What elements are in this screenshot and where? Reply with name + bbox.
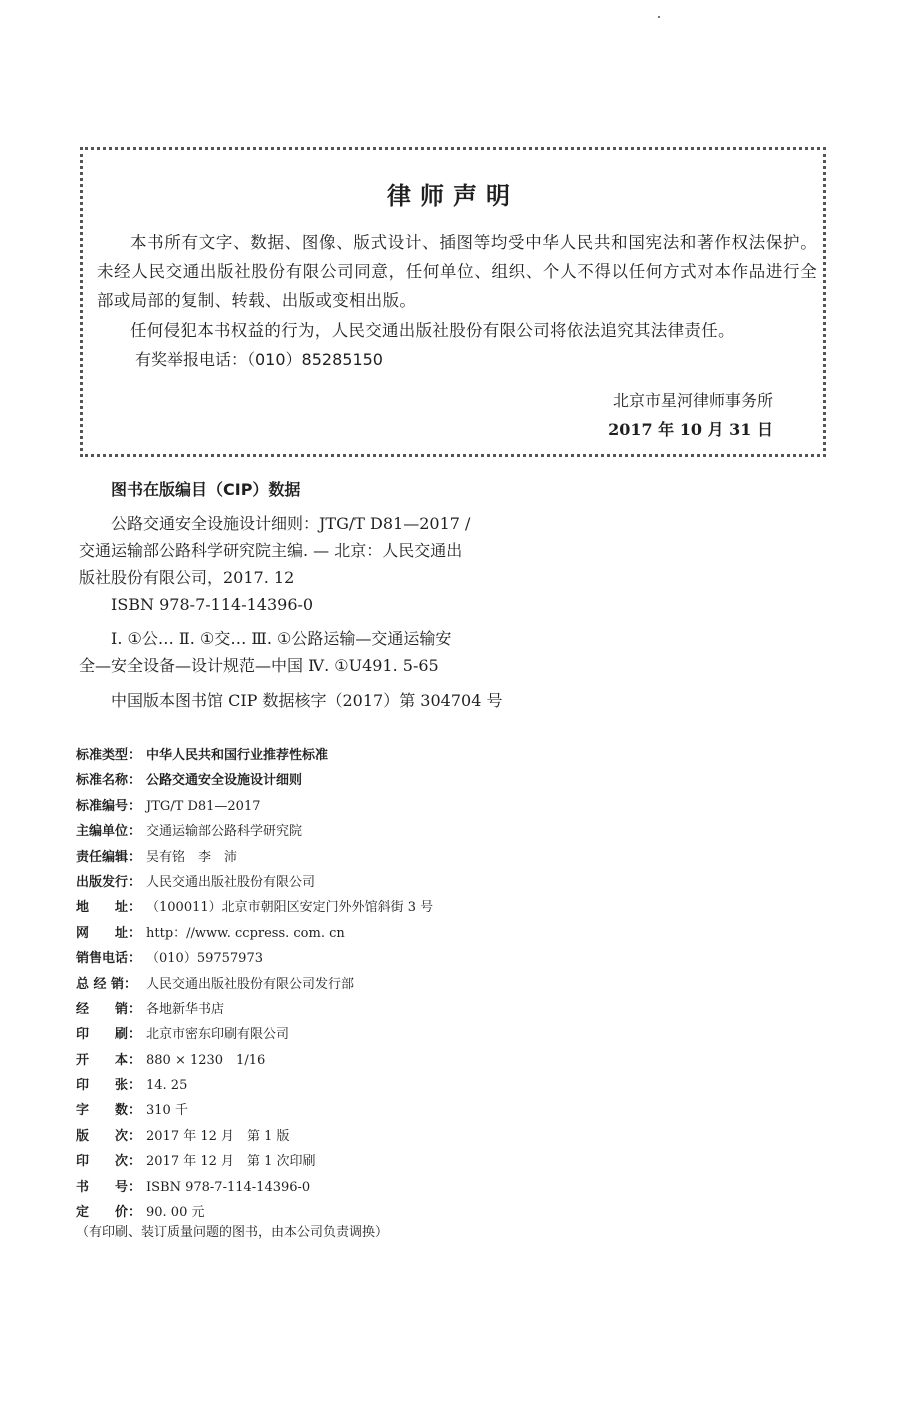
info-row-book-number bbox=[76, 1175, 433, 1200]
info-label: 开 本： bbox=[76, 1052, 142, 1068]
info-label: 定 价： bbox=[76, 1205, 142, 1221]
info-row-general-distributor bbox=[76, 972, 433, 997]
info-value: 人民交通出版社股份有限公司发行部 bbox=[146, 976, 355, 992]
info-row-impression bbox=[76, 1149, 433, 1174]
info-label: 总 经 销： bbox=[76, 976, 138, 992]
info-label: 印 次： bbox=[76, 1154, 142, 1170]
info-value: 交通运输部公路科学研究院 bbox=[146, 824, 303, 840]
info-value: 各地新华书店 bbox=[146, 1001, 225, 1017]
info-row-website bbox=[76, 921, 433, 946]
info-row-responsible-editor bbox=[76, 845, 433, 870]
info-value: 2017 年 12 月 第 1 次印刷 bbox=[146, 1154, 316, 1170]
info-row-chief-editor-unit bbox=[76, 819, 433, 844]
info-row-standard-number bbox=[76, 794, 433, 819]
cip-subject-line: Ⅰ. ①公… Ⅱ. ①交… Ⅲ. ①公路运输—交通运输安 bbox=[111, 629, 452, 648]
info-value: JTG/T D81—2017 bbox=[146, 798, 261, 814]
info-label: 字 数： bbox=[76, 1103, 142, 1119]
info-row-format bbox=[76, 1048, 433, 1073]
info-row-address bbox=[76, 895, 433, 920]
info-row-publisher bbox=[76, 870, 433, 895]
info-row-printed-sheets bbox=[76, 1073, 433, 1098]
info-value: 90. 00 元 bbox=[146, 1205, 205, 1221]
cip-heading: 图书在版编目（CIP）数据 bbox=[111, 480, 301, 499]
info-label: 出版发行： bbox=[76, 874, 142, 890]
info-label: 主编单位： bbox=[76, 824, 142, 840]
info-value: 人民交通出版社股份有限公司 bbox=[146, 874, 316, 890]
info-label: 印 张： bbox=[76, 1078, 142, 1094]
cip-subject-line-2: 全—安全设备—设计规范—中国 Ⅳ. ①U491. 5-65 bbox=[79, 656, 439, 675]
info-value: 公路交通安全设施设计细则 bbox=[146, 773, 303, 789]
info-row-edition bbox=[76, 1124, 433, 1149]
info-value: 880 × 1230 1/16 bbox=[146, 1052, 266, 1068]
info-label: 地 址： bbox=[76, 900, 142, 916]
info-value: （010）59757973 bbox=[146, 951, 263, 967]
law-firm-name: 北京市星河律师事务所 bbox=[612, 391, 773, 410]
info-label: 印 刷： bbox=[76, 1027, 142, 1043]
report-hotline: 有奖举报电话：（010）85285150 bbox=[135, 350, 383, 369]
info-row-distributor bbox=[76, 997, 433, 1022]
lawyer-statement-title: 律师声明 bbox=[387, 182, 519, 210]
info-value: 2017 年 12 月 第 1 版 bbox=[146, 1128, 290, 1144]
info-value: 310 千 bbox=[146, 1103, 188, 1119]
info-value: （100011）北京市朝阳区安定门外外馆斜街 3 号 bbox=[146, 900, 434, 916]
cip-isbn-line: ISBN 978-7-114-14396-0 bbox=[111, 595, 314, 614]
info-value: 北京市密东印刷有限公司 bbox=[146, 1027, 290, 1043]
cip-title-line: 公路交通安全设施设计细则：JTG/T D81—2017 / bbox=[111, 514, 471, 533]
quality-footnote: （有印刷、装订质量问题的图书，由本公司负责调换） bbox=[76, 1225, 389, 1240]
info-label: 版 次： bbox=[76, 1128, 142, 1144]
lawyer-statement-box bbox=[80, 147, 826, 457]
info-value: 中华人民共和国行业推荐性标准 bbox=[146, 748, 329, 763]
cip-publisher-line: 版社股份有限公司，2017. 12 bbox=[79, 568, 295, 587]
cip-editor-line: 交通运输部公路科学研究院主编. — 北京：人民交通出 bbox=[79, 541, 463, 560]
info-label: 网 址： bbox=[76, 925, 142, 941]
info-value: ISBN 978-7-114-14396-0 bbox=[146, 1179, 311, 1195]
info-row-sales-phone bbox=[76, 946, 433, 971]
info-label: 标准编号： bbox=[76, 798, 142, 814]
speck bbox=[658, 16, 660, 18]
copyright-paragraph: 本书所有文字、数据、图像、版式设计、插图等均受中华人民共和国宪法和著作权法保护。未经人民交通出版社股份有限公司同意，任何单位、组织、个人不得以任何方式对本作品进行全部或局部的复制、转载、出版或变相出版。 bbox=[97, 233, 817, 310]
standard-info-list bbox=[76, 743, 433, 1225]
info-row-standard-name bbox=[76, 768, 433, 793]
info-label: 标准类型： bbox=[76, 748, 142, 763]
infringement-paragraph: 任何侵犯本书权益的行为，人民交通出版社股份有限公司将依法追究其法律责任。 bbox=[130, 321, 735, 340]
info-label: 经 销： bbox=[76, 1001, 142, 1017]
info-label: 销售电话： bbox=[76, 951, 142, 967]
statement-date: 2017 年 10 月 31 日 bbox=[608, 420, 773, 439]
info-label: 责任编辑： bbox=[76, 849, 142, 865]
info-row-word-count bbox=[76, 1098, 433, 1123]
info-label: 标准名称： bbox=[76, 773, 142, 789]
info-row-printer bbox=[76, 1022, 433, 1047]
info-label: 书 号： bbox=[76, 1179, 142, 1195]
cip-verification-line: 中国版本图书馆 CIP 数据核字（2017）第 304704 号 bbox=[111, 691, 503, 710]
info-value: 14. 25 bbox=[146, 1078, 188, 1094]
info-row-standard-type bbox=[76, 743, 433, 768]
info-value: http：//www. ccpress. com. cn bbox=[146, 925, 345, 941]
info-value: 吴有铭 李 沛 bbox=[146, 849, 238, 865]
